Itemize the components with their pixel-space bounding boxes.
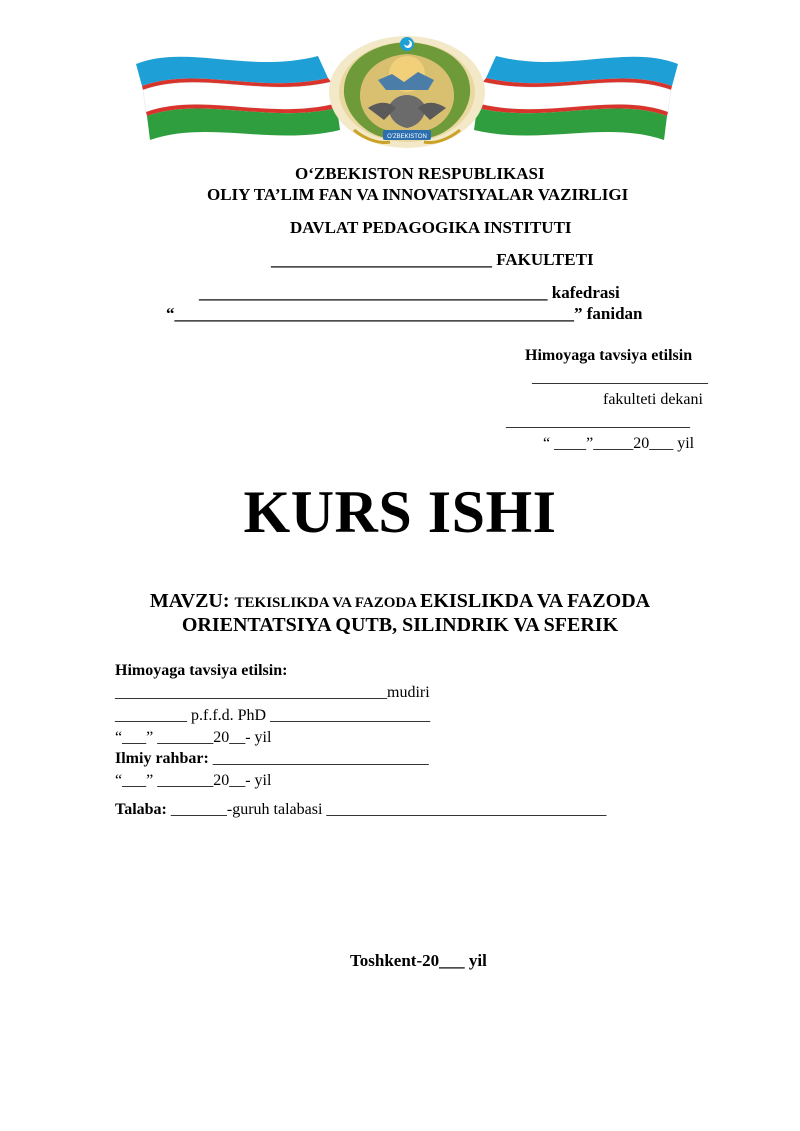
right-flag-icon: [474, 56, 678, 140]
advisor-blank: ___________________________: [208, 750, 429, 767]
institute-name: DAVLAT PEDAGOGIKA INSTITUTI: [290, 218, 572, 237]
approval-date-line: “ ____”_____20___ yil: [543, 435, 695, 452]
department-blank: _________________________________________: [199, 283, 548, 302]
department-head-line: __________________________________mudiri: [115, 684, 430, 701]
degree-line: _________ p.f.f.d. PhD ____________________: [115, 707, 431, 724]
coat-of-arms-icon: [329, 36, 485, 148]
state-emblem-icon: [128, 34, 686, 150]
topic-small-caps: TEKISLIKDA VA FAZODA: [234, 595, 421, 611]
department-label: kafedrasi: [547, 283, 620, 302]
approval-blank-2: _______________________: [506, 413, 690, 430]
topic-prefix: MAVZU:: [149, 590, 235, 612]
department-line: [199, 283, 620, 303]
advisor-line: [115, 750, 429, 768]
faculty-blank: __________________________: [271, 250, 492, 269]
student-label: Talaba:: [115, 801, 167, 818]
faculty-line: [271, 250, 594, 270]
subject-line: [166, 304, 643, 324]
ministry-country-line: O‘ZBEKISTON RESPUBLIKASI: [295, 164, 545, 183]
advisor-date-line: “___” _______20__- yil: [115, 772, 272, 789]
topic-line-2: ORIENTATSIYA QUTB, SILINDRIK VA SFERIK: [181, 614, 619, 636]
student-line: [115, 801, 606, 819]
head-date-line: “___” _______20__- yil: [115, 729, 272, 746]
subject-open-quote: “: [166, 304, 175, 323]
topic-line-1: [0, 590, 800, 613]
topic-rest: EKISLIKDA VA FAZODA: [420, 590, 651, 612]
subject-label: ” fanidan: [574, 304, 643, 323]
svg-text:O'ZBEKISTON: O'ZBEKISTON: [387, 134, 427, 140]
student-blank: _______-guruh talabasi ___________________________________: [166, 801, 607, 818]
approval-blank-1: ______________________: [532, 369, 708, 386]
left-flag-icon: [136, 56, 340, 140]
faculty-label: FAKULTETI: [492, 250, 594, 269]
dean-label: fakulteti dekani: [603, 391, 703, 408]
advisor-label: Ilmiy rahbar:: [115, 750, 209, 767]
ministry-name-line: OLIY TA’LIM FAN VA INNOVATSIYALAR VAZIRLIGI: [207, 185, 629, 204]
signatures-title: Himoyaga tavsiya etilsin:: [115, 662, 288, 679]
subject-blank: _______________________________________________: [174, 304, 574, 323]
document-title: KURS ISHI: [243, 479, 557, 545]
city-year: Toshkent-20___ yil: [350, 951, 487, 970]
approval-title: Himoyaga tavsiya etilsin: [525, 347, 693, 364]
